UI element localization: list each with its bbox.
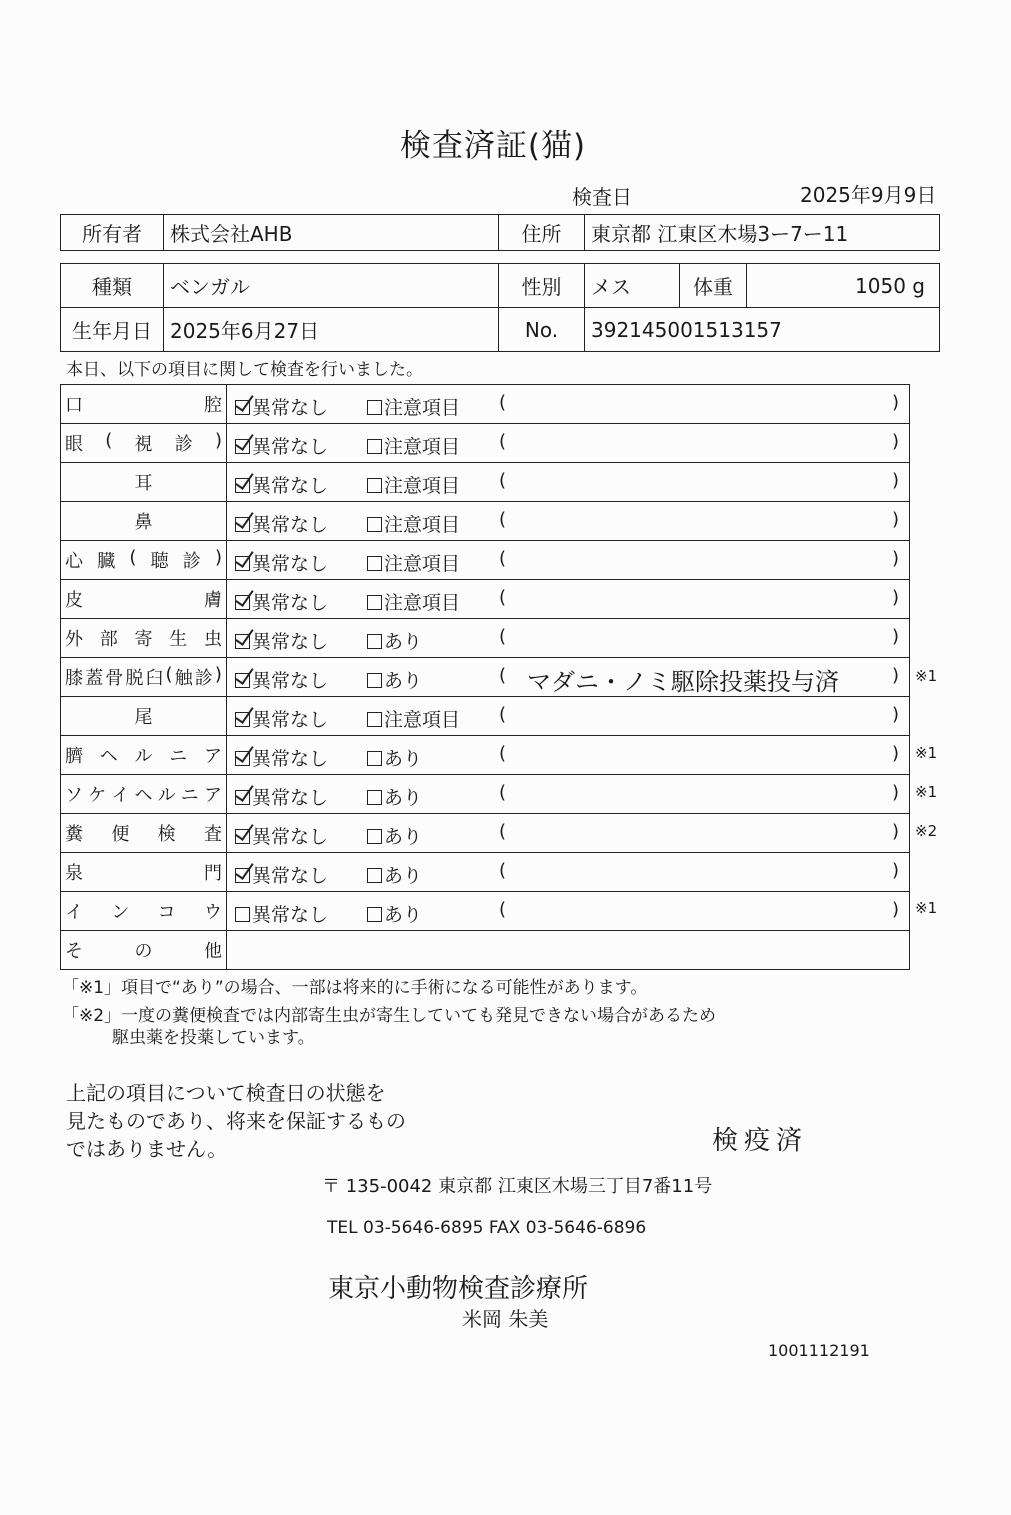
checkbox[interactable] [367, 517, 382, 532]
exam-item-name [61, 697, 227, 736]
exam-result [227, 658, 910, 697]
normal-label: 異常なし [252, 475, 329, 497]
footnote-1: 「※1」項目で“あり”の場合、一部は将来的に手術になる可能性があります。 [62, 978, 648, 998]
paren-close: ) [891, 509, 899, 530]
normal-option [235, 471, 328, 498]
weight-value: 1050 [855, 273, 906, 298]
other-label: あり [384, 748, 423, 770]
no-value: 392145001513157 [585, 308, 940, 352]
disclaimer [66, 1079, 406, 1163]
normal-option [235, 666, 328, 693]
paren-open: ( [499, 704, 507, 725]
paren-close: ) [891, 548, 899, 569]
exam-item-name [61, 541, 227, 580]
document-title: 検査済証(猫) [399, 128, 587, 164]
no-label: No. [499, 308, 585, 352]
exam-item-name [61, 775, 227, 814]
footnote-2-cont: 駆虫薬を投薬しています。 [112, 1028, 315, 1048]
exam-result [227, 541, 910, 580]
normal-label: 異常なし [252, 826, 329, 848]
paren-open: ( [499, 392, 507, 413]
exam-result [227, 697, 910, 736]
checkbox[interactable] [367, 478, 382, 493]
breed-label: 種類 [61, 264, 164, 308]
paren-close: ) [891, 626, 899, 647]
other-label: 注意項目 [384, 592, 461, 614]
other-option [367, 471, 460, 498]
paren-open: ( [499, 782, 507, 803]
exam-item-name [61, 580, 227, 619]
checkbox[interactable] [367, 673, 382, 688]
other-label: あり [384, 904, 423, 926]
sex-label: 性別 [499, 264, 585, 308]
dob-label: 生年月日 [61, 308, 164, 352]
exam-result [227, 385, 910, 424]
exam-row [61, 541, 910, 580]
exam-result [227, 775, 910, 814]
exam-item-label: 膝 蓋 骨 脱 臼 ( 触 診 ) [65, 664, 222, 689]
animal-table [60, 263, 940, 352]
other-option [367, 510, 460, 537]
exam-item-label: 皮 膚 [65, 590, 222, 611]
sex-value: メス [585, 264, 680, 308]
footnote-mark: ※2 [915, 821, 938, 840]
paren-close: ) [891, 665, 899, 686]
exam-result [227, 580, 910, 619]
intro-text: 本日、以下の項目に関して検査を行いました。 [66, 360, 423, 380]
footnote-mark: ※1 [915, 899, 938, 918]
other-option [367, 666, 422, 693]
paren-open: ( [499, 665, 507, 686]
paren-close: ) [891, 782, 899, 803]
other-option [367, 705, 460, 732]
checkbox[interactable] [367, 439, 382, 454]
address-label: 住所 [499, 215, 585, 251]
exam-item-label: 尾 [134, 707, 153, 728]
exam-row [61, 853, 910, 892]
paren-open: ( [499, 509, 507, 530]
checkbox[interactable] [367, 751, 382, 766]
exam-row [61, 892, 910, 931]
exam-result [227, 502, 910, 541]
exam-item-label: 臍 ヘ ル ニ ア [65, 746, 222, 767]
checkbox[interactable] [235, 517, 250, 532]
normal-option [235, 783, 328, 810]
paren-close: ) [891, 899, 899, 920]
clinic-name: 東京小動物検査診療所 [328, 1274, 589, 1304]
exam-item-label: イ ン コ ウ [65, 902, 222, 923]
weight-unit: g [912, 273, 925, 298]
normal-option [235, 900, 328, 927]
exam-row [61, 736, 910, 775]
exam-item-name [61, 814, 227, 853]
exam-row [61, 619, 910, 658]
exam-row [61, 463, 910, 502]
other-option [367, 393, 460, 420]
normal-label: 異常なし [252, 514, 329, 536]
paren-close: ) [891, 431, 899, 452]
exam-row [61, 814, 910, 853]
paren-open: ( [499, 548, 507, 569]
paren-close: ) [891, 743, 899, 764]
other-label: 注意項目 [384, 436, 461, 458]
exam-item-label: 口 腔 [65, 395, 222, 416]
exam-result [227, 814, 910, 853]
normal-label: 異常なし [252, 397, 329, 419]
paren-close: ) [891, 821, 899, 842]
owner-value: 株式会社AHB [164, 215, 499, 251]
checkbox[interactable] [367, 400, 382, 415]
weight-cell [747, 264, 940, 308]
normal-option [235, 744, 328, 771]
normal-option [235, 627, 328, 654]
paren-open: ( [499, 899, 507, 920]
exam-item-label: そ の 他 [65, 940, 222, 962]
paren-open: ( [499, 626, 507, 647]
normal-option [235, 588, 328, 615]
checkbox[interactable] [235, 478, 250, 493]
normal-option [235, 393, 328, 420]
checkbox[interactable] [235, 790, 250, 805]
exam-item-name [61, 619, 227, 658]
other-option [367, 549, 460, 576]
normal-label: 異常なし [252, 670, 329, 692]
exam-row [61, 424, 910, 463]
exam-item-label: 糞 便 検 査 [65, 824, 222, 845]
exam-item-label: ソ ケ イ ヘ ル ニ ア [65, 785, 222, 806]
other-option [367, 900, 422, 927]
breed-value: ベンガル [164, 264, 499, 308]
checkbox[interactable] [235, 556, 250, 571]
checkbox[interactable] [367, 712, 382, 727]
exam-row [61, 775, 910, 814]
weight-label: 体重 [680, 264, 747, 308]
exam-row [61, 697, 910, 736]
other-option [367, 627, 422, 654]
other-label: 注意項目 [384, 397, 461, 419]
paren-close: ) [891, 860, 899, 881]
inspection-date-label: 検査日 [572, 185, 632, 209]
normal-option [235, 822, 328, 849]
clinic-person: 米岡 朱美 [462, 1307, 549, 1331]
normal-option [235, 549, 328, 576]
checkbox[interactable] [235, 868, 250, 883]
exam-item-name [61, 502, 227, 541]
normal-label: 異常なし [252, 592, 329, 614]
paren-open: ( [499, 860, 507, 881]
exam-row [61, 385, 910, 424]
normal-option [235, 510, 328, 537]
exam-result [227, 424, 910, 463]
checkbox[interactable] [367, 790, 382, 805]
exam-result [227, 736, 910, 775]
footnote-2: 「※2」一度の糞便検査では内部寄生虫が寄生していても発見できない場合があるため [62, 1006, 717, 1026]
normal-label: 異常なし [252, 748, 329, 770]
checkbox[interactable] [235, 712, 250, 727]
paren-close: ) [891, 587, 899, 608]
exam-item-name [61, 853, 227, 892]
checkbox[interactable] [235, 751, 250, 766]
other-option [367, 432, 460, 459]
normal-label: 異常なし [252, 865, 329, 887]
normal-option [235, 705, 328, 732]
checkbox[interactable] [367, 829, 382, 844]
other-option [367, 744, 422, 771]
footnote-mark: ※1 [915, 666, 938, 685]
checkbox[interactable] [235, 400, 250, 415]
exam-result [227, 931, 910, 970]
clinic-phone: TEL 03-5646-6895 FAX 03-5646-6896 [327, 1218, 647, 1238]
other-label: 注意項目 [384, 514, 461, 536]
quarantine-stamp: 検疫済 [712, 1126, 809, 1156]
footnote-mark: ※1 [915, 783, 938, 801]
other-label: あり [384, 826, 423, 848]
exam-item-label: 心 臓 ( 聴 診 ) [65, 547, 222, 572]
other-label: 注意項目 [384, 553, 461, 575]
checkbox[interactable] [235, 829, 250, 844]
paren-open: ( [499, 821, 507, 842]
checkbox[interactable] [367, 556, 382, 571]
serial-number: 1001112191 [768, 1341, 870, 1360]
paren-close: ) [891, 392, 899, 413]
exam-result [227, 853, 910, 892]
exam-item-label: 鼻 [134, 512, 153, 533]
exam-item-label: 外 部 寄 生 虫 [65, 629, 222, 650]
exam-item-name [61, 658, 227, 697]
exam-result [227, 619, 910, 658]
checkbox[interactable] [235, 595, 250, 610]
exam-item-name [61, 463, 227, 502]
normal-option [235, 861, 328, 888]
exam-item-name [61, 736, 227, 775]
owner-label: 所有者 [61, 215, 164, 251]
clinic-address [322, 1172, 712, 1198]
address-value: 東京都 江東区木場3ー7ー11 [585, 215, 940, 251]
normal-label: 異常なし [252, 787, 329, 809]
footnote-mark: ※1 [915, 744, 938, 763]
paren-open: ( [499, 743, 507, 764]
disclaimer-line: 上記の項目について検査日の状態を [66, 1081, 386, 1105]
exam-row [61, 931, 910, 970]
exam-item-name [61, 892, 227, 931]
checkbox[interactable] [235, 907, 250, 922]
other-label: 注意項目 [384, 475, 461, 497]
exam-table [60, 384, 910, 970]
normal-label: 異常なし [252, 904, 329, 926]
exam-item-name [61, 424, 227, 463]
checkbox[interactable] [235, 673, 250, 688]
paren-open: ( [499, 587, 507, 608]
street-address: 東京都 江東区木場三丁目7番11号 [438, 1176, 713, 1197]
checkbox[interactable] [367, 634, 382, 649]
exam-item-label: 耳 [134, 473, 153, 494]
other-option [367, 861, 422, 888]
normal-label: 異常なし [252, 709, 329, 731]
exam-item-name [61, 931, 227, 970]
paren-open: ( [499, 470, 507, 491]
exam-result [227, 463, 910, 502]
exam-row [61, 580, 910, 619]
exam-row [61, 502, 910, 541]
checkbox[interactable] [367, 595, 382, 610]
other-label: あり [384, 631, 423, 653]
exam-result [227, 892, 910, 931]
postal-code: 〒 135-0042 [322, 1176, 433, 1197]
checkbox[interactable] [235, 439, 250, 454]
inspection-date: 2025年9月9日 [800, 183, 937, 207]
other-label: あり [384, 787, 423, 809]
other-option [367, 822, 422, 849]
exam-row [61, 658, 910, 697]
exam-item-label: 泉 門 [65, 863, 222, 884]
normal-label: 異常なし [252, 553, 329, 575]
exam-item-name [61, 385, 227, 424]
normal-option [235, 432, 328, 459]
dob-value: 2025年6月27日 [164, 308, 499, 352]
other-option [367, 588, 460, 615]
exam-item-label: 眼 ( 視 診 ) [65, 430, 222, 455]
other-label: 注意項目 [384, 709, 461, 731]
checkbox[interactable] [235, 634, 250, 649]
checkbox[interactable] [367, 868, 382, 883]
owner-table [60, 214, 940, 251]
checkbox[interactable] [367, 907, 382, 922]
paren-close: ) [891, 704, 899, 725]
disclaimer-line: 見たものであり、将来を保証するもの [66, 1109, 406, 1133]
paren-close: ) [891, 470, 899, 491]
disclaimer-line: ではありません。 [66, 1137, 228, 1161]
normal-label: 異常なし [252, 631, 329, 653]
exam-comment: マダニ・ノミ駆除投薬投与済 [527, 668, 839, 696]
paren-open: ( [499, 431, 507, 452]
other-label: あり [384, 670, 423, 692]
other-option [367, 783, 422, 810]
normal-label: 異常なし [252, 436, 329, 458]
other-label: あり [384, 865, 423, 887]
